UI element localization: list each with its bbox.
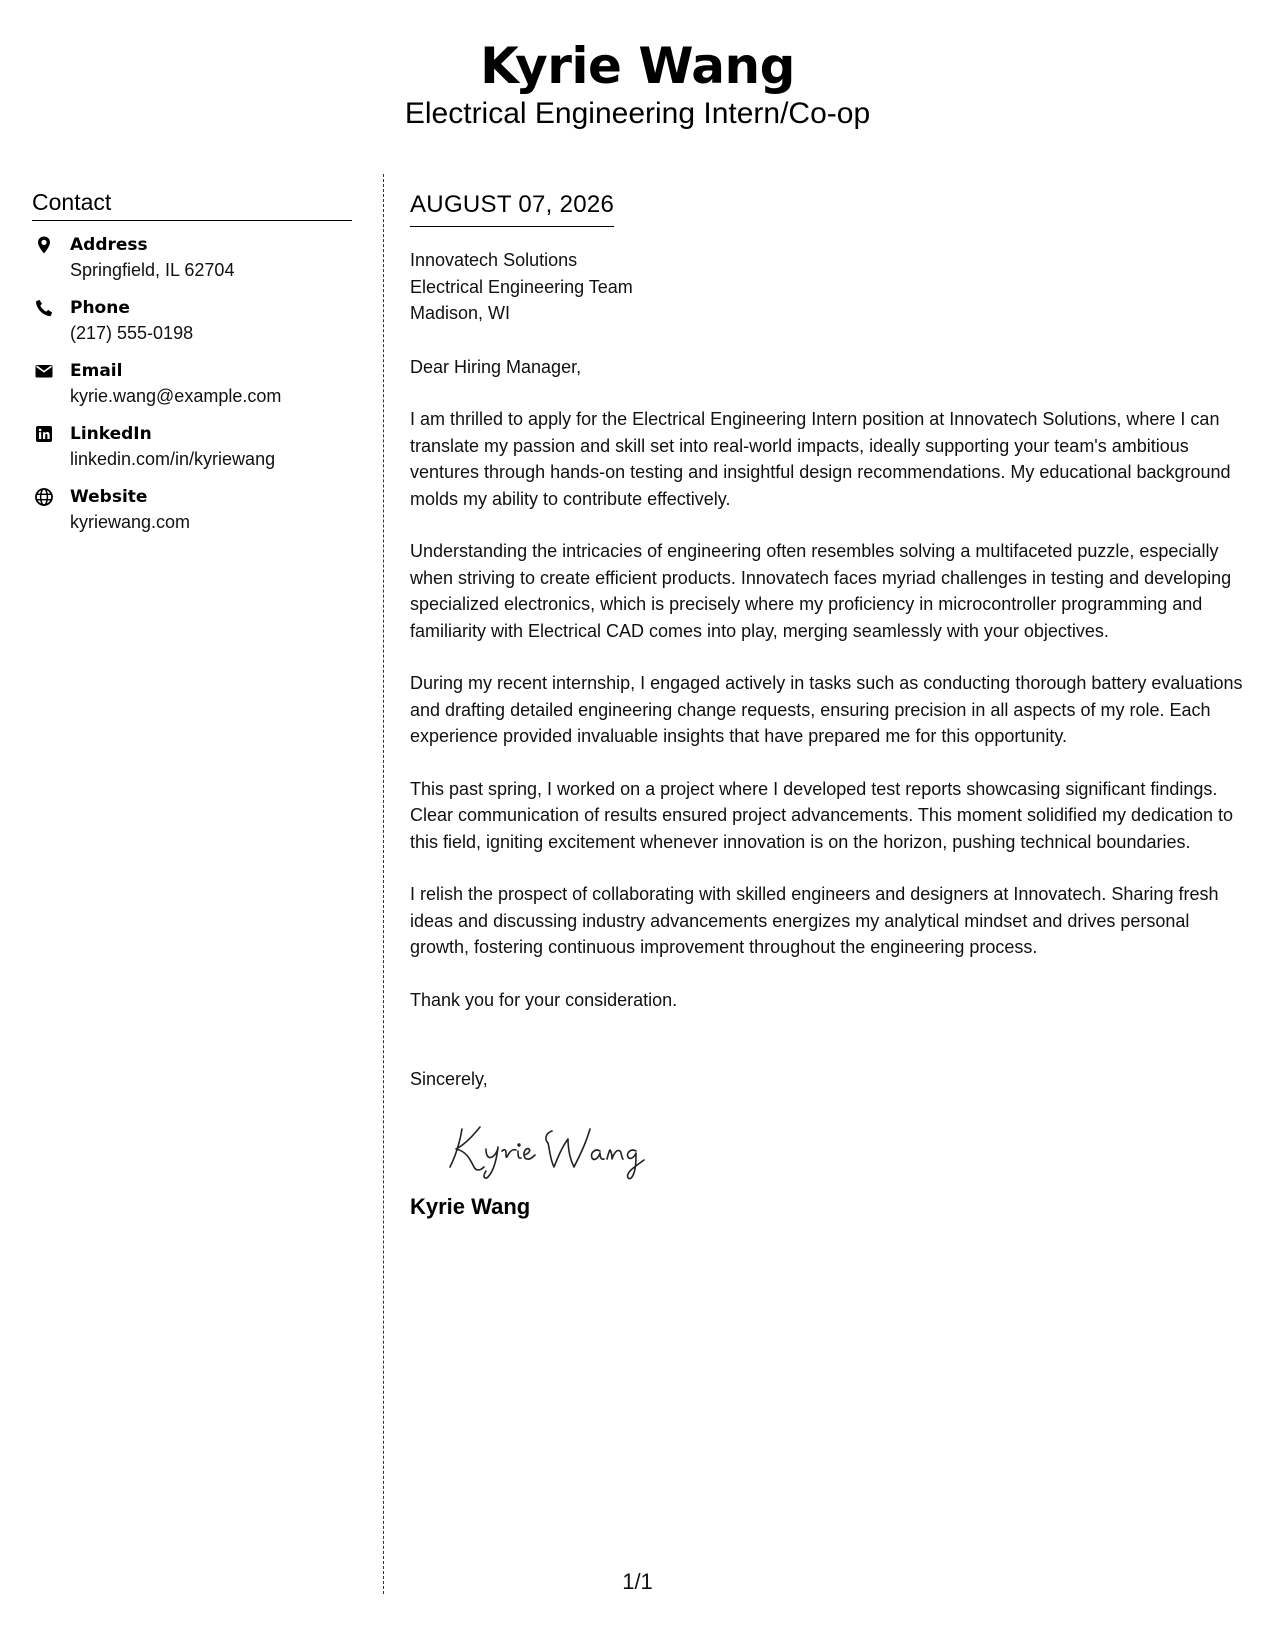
signer-name: Kyrie Wang (410, 1193, 531, 1219)
contact-label: LinkedIn (70, 424, 152, 444)
recipient-company: Innovatech Solutions (410, 250, 578, 270)
closing: Sincerely, (410, 1069, 488, 1089)
contact-value[interactable]: kyriewang.com (70, 512, 191, 532)
contact-address (32, 233, 352, 296)
body-paragraph: This past spring, I worked on a project where I developed test reports showcasing significant findings. Clear communication of results ensured project advancements. This moment solidified my dedication to this field, igniting excitement whenever innovation is on the horizon, pushing technical boundaries. (410, 778, 1234, 852)
letter-header (0, 36, 1275, 132)
handwritten-signature (440, 1115, 660, 1185)
contact-label: Address (70, 235, 148, 255)
recipient-location: Madison, WI (410, 303, 511, 323)
contact-label: Website (70, 487, 148, 507)
recipient-team: Electrical Engineering Team (410, 276, 633, 297)
contact-heading: Contact (32, 188, 352, 221)
linkedin-icon (34, 424, 54, 444)
contact-value: Springfield, IL 62704 (70, 260, 235, 280)
column-divider (383, 174, 384, 1594)
contact-linkedin (32, 422, 352, 485)
contact-list (32, 233, 352, 548)
letter-date: AUGUST 07, 2026 (410, 190, 614, 227)
applicant-name: Kyrie Wang (480, 37, 795, 95)
body-paragraph: During my recent internship, I engaged actively in tasks such as conducting thorough battery evaluations and drafting detailed engineering change requests, ensuring precision in all aspects of my role. Each experience provided invaluable insights that have prepared me for this opportunity. (410, 673, 1243, 746)
thanks-line: Thank you for your consideration. (410, 989, 678, 1010)
contact-email (32, 359, 352, 422)
job-title: Electrical Engineering Intern/Co-op (404, 97, 871, 130)
body-paragraph: I relish the prospect of collaborating with skilled engineers and designers at Innovatech. Sharing fresh ideas and discussing industry advancements energizes my analytical mindset and drives personal growth, fostering continuous improvement throughout the engineering process. (410, 884, 1219, 957)
recipient-block (410, 247, 1245, 327)
salutation: Dear Hiring Manager, (410, 356, 582, 377)
contact-value: (217) 555-0198 (70, 323, 194, 343)
map-pin-icon (34, 235, 54, 255)
letter-body (410, 190, 1245, 1221)
body-paragraph: Understanding the intricacies of engineering often resembles solving a multifaceted puzzle, especially when striving to create efficient products. Innovatech faces myriad challenges in testing and developing specialized electronics, which is precisely where my proficiency in microcontroller programming and familiarity with Electrical CAD comes into play, merging seamlessly with your objectives. (410, 541, 1232, 641)
page-number: 1/1 (622, 1569, 653, 1594)
body-paragraph: I am thrilled to apply for the Electrical Engineering Intern position at Innovatech Solutions, where I can translate my passion and skill set into real-world impacts, ideally supporting your team's ambitious ventures through hands-on testing and insightful design recommendations. My educational background molds my ability to contribute effectively. (410, 409, 1231, 509)
contact-label: Email (70, 361, 123, 381)
globe-icon (34, 487, 54, 507)
contact-label: Phone (70, 298, 130, 318)
contact-value[interactable]: kyrie.wang@example.com (70, 386, 282, 406)
phone-icon (34, 298, 54, 318)
contact-phone (32, 296, 352, 359)
envelope-icon (34, 361, 54, 381)
contact-sidebar (32, 188, 352, 548)
contact-website (32, 485, 352, 548)
contact-value[interactable]: linkedin.com/in/kyriewang (70, 449, 276, 469)
